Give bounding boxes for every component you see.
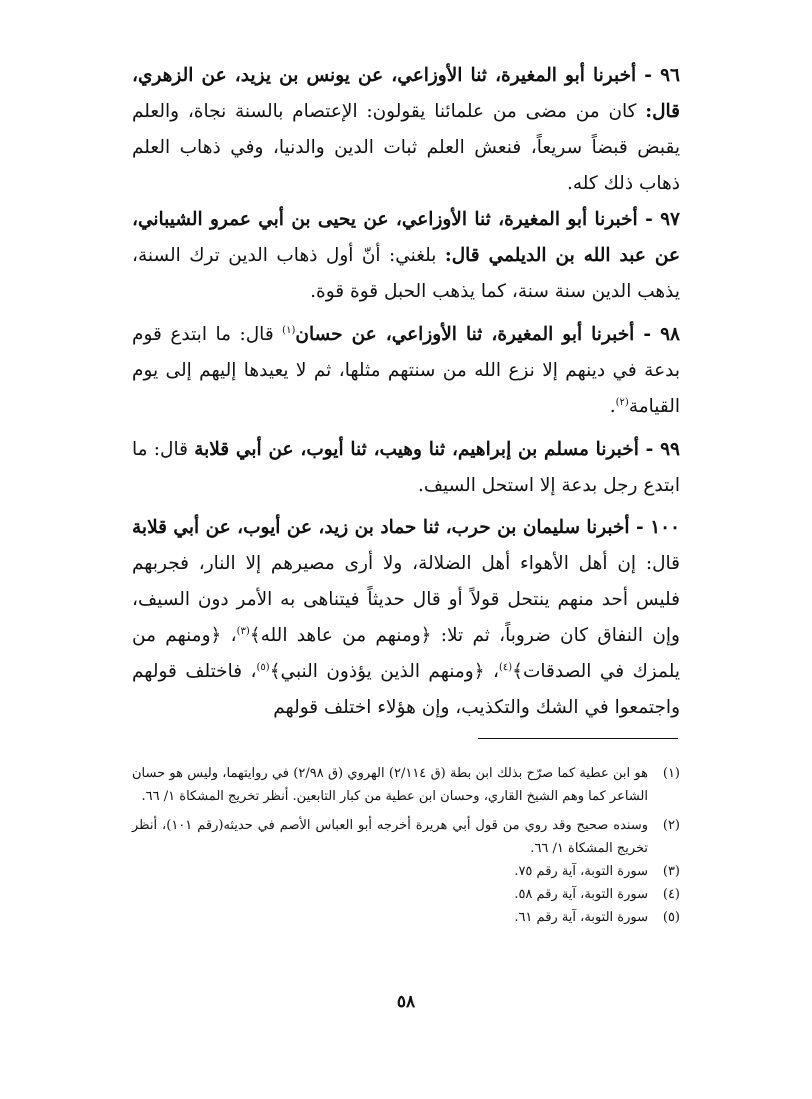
footnote-item bbox=[132, 762, 680, 808]
footnote-ref[interactable]: (٤) bbox=[498, 661, 513, 673]
isnad: ١٠٠ - أخبرنا سليمان بن حرب، ثنا حماد بن زيد، عن أيوب، عن أبي قلابة bbox=[132, 517, 680, 538]
matn-tail: ، فاختلف قولهم واجتمعوا في الشك والتكذيب، وإن هؤلاء اختلف قولهم bbox=[132, 661, 680, 718]
footnote-text: هو ابن عطية كما صرّح بذلك ابن بطة (ق ٢/١١٤) الهروي (ق ٢/٩٨) في روايتهما، وليس هو حسان الشاعر كما وهم الشيخ القاري، وحسان ابن عطية من كبار التابعين. أنظر تخريج المشكاة ١/ ٦٦. bbox=[132, 766, 648, 804]
hadith-96 bbox=[132, 58, 680, 202]
main-text bbox=[132, 58, 680, 202]
main-text bbox=[132, 317, 680, 425]
matn-tail: . bbox=[609, 396, 616, 417]
matn: كان من مضى من علمائنا يقولون: الإعتصام بالسنة نجاة، والعلم يقبض قبضاً سريعاً، فنعش العلم ثبات الدين والدنيا، وفي ذهاب العلم ذهاب ذلك كله. bbox=[132, 101, 680, 194]
footnotes bbox=[132, 762, 680, 929]
footnote-text: سورة التوبة، آية رقم ٧٥. bbox=[514, 864, 648, 879]
footnote-ref[interactable]: (٣) bbox=[236, 625, 250, 637]
hadith-97 bbox=[132, 202, 680, 310]
matn: ، ﴿ومنهم من يلمزك في الصدقات﴾ bbox=[132, 625, 680, 682]
footnote-item bbox=[132, 814, 680, 860]
footnote-ref[interactable]: (٢) bbox=[615, 396, 629, 408]
footnote-number: (٤) bbox=[662, 887, 680, 902]
footnote-item bbox=[132, 883, 680, 906]
isnad: ٩٨ - أخبرنا أبو المغيرة، ثنا الأوزاعي، عن حسان bbox=[295, 324, 680, 345]
footnote-ref[interactable]: (٥) bbox=[256, 661, 270, 673]
page-number: ٥٨ bbox=[396, 992, 416, 1012]
footnote-text: وسنده صحيح وقد روي من قول أبي هريرة أخرجه أبو العباس الأصم في حديثه(رقم ١٠١)، أنظر تخريج المشكاة ١/ ٦٦. bbox=[132, 818, 649, 856]
footnote-number: (١) bbox=[662, 766, 680, 781]
matn: قال: ما ابتدع قوم بدعة في دينهم إلا نزع الله من سنتهم مثلها، ثم لا يعيدها إليهم إلى يوم القيامة bbox=[132, 324, 680, 417]
matn: بلغني: أنّ أول ذهاب الدين ترك السنة، يذهب الدين سنة سنة، كما يذهب الحبل قوة قوة. bbox=[132, 245, 680, 302]
footnote-text: سورة التوبة، آية رقم ٦١. bbox=[514, 910, 648, 925]
footnote-text: سورة التوبة، آية رقم ٥٨. bbox=[514, 887, 648, 902]
hadith-100 bbox=[132, 510, 680, 726]
main-text bbox=[132, 432, 680, 504]
footnote-ref[interactable]: (١) bbox=[282, 324, 296, 336]
main-text bbox=[132, 510, 680, 726]
matn: قال: إن أهل الأهواء أهل الضلالة، ولا أرى مصيرهم إلا النار، فجربهم فليس أحد منهم ينتحل قولاً أو قال حديثاً فيتناهى به الأمر دون السيف، وإن النفاق كان ضروباً، ثم تلا: ﴿ومنهم من عاهد الله﴾ bbox=[132, 553, 680, 646]
isnad: ٩٧ - أخبرنا أبو المغيرة، ثنا الأوزاعي، عن يحيى بن أبي عمرو الشيباني، عن عبد الله بن الديلمي قال: bbox=[132, 209, 680, 266]
matn: قال: ما ابتدع رجل بدعة إلا استحل السيف. bbox=[132, 439, 680, 496]
footnote-separator bbox=[478, 738, 678, 739]
footnote-number: (٢) bbox=[662, 818, 680, 833]
isnad: ٩٩ - أخبرنا مسلم بن إبراهيم، ثنا وهيب، ثنا أيوب، عن أبي قلابة bbox=[194, 439, 680, 460]
matn: ، ﴿ومنهم الذين يؤذون النبي﴾ bbox=[269, 661, 499, 682]
main-text bbox=[132, 202, 680, 310]
hadith-99 bbox=[132, 432, 680, 504]
isnad: ٩٦ - أخبرنا أبو المغيرة، ثنا الأوزاعي، عن يونس بن يزيد، عن الزهري، قال: bbox=[132, 65, 680, 122]
footnote-number: (٥) bbox=[662, 910, 680, 925]
hadith-98 bbox=[132, 317, 680, 425]
footnote-number: (٣) bbox=[662, 864, 680, 879]
footnote-item bbox=[132, 860, 680, 883]
footnote-item bbox=[132, 906, 680, 929]
